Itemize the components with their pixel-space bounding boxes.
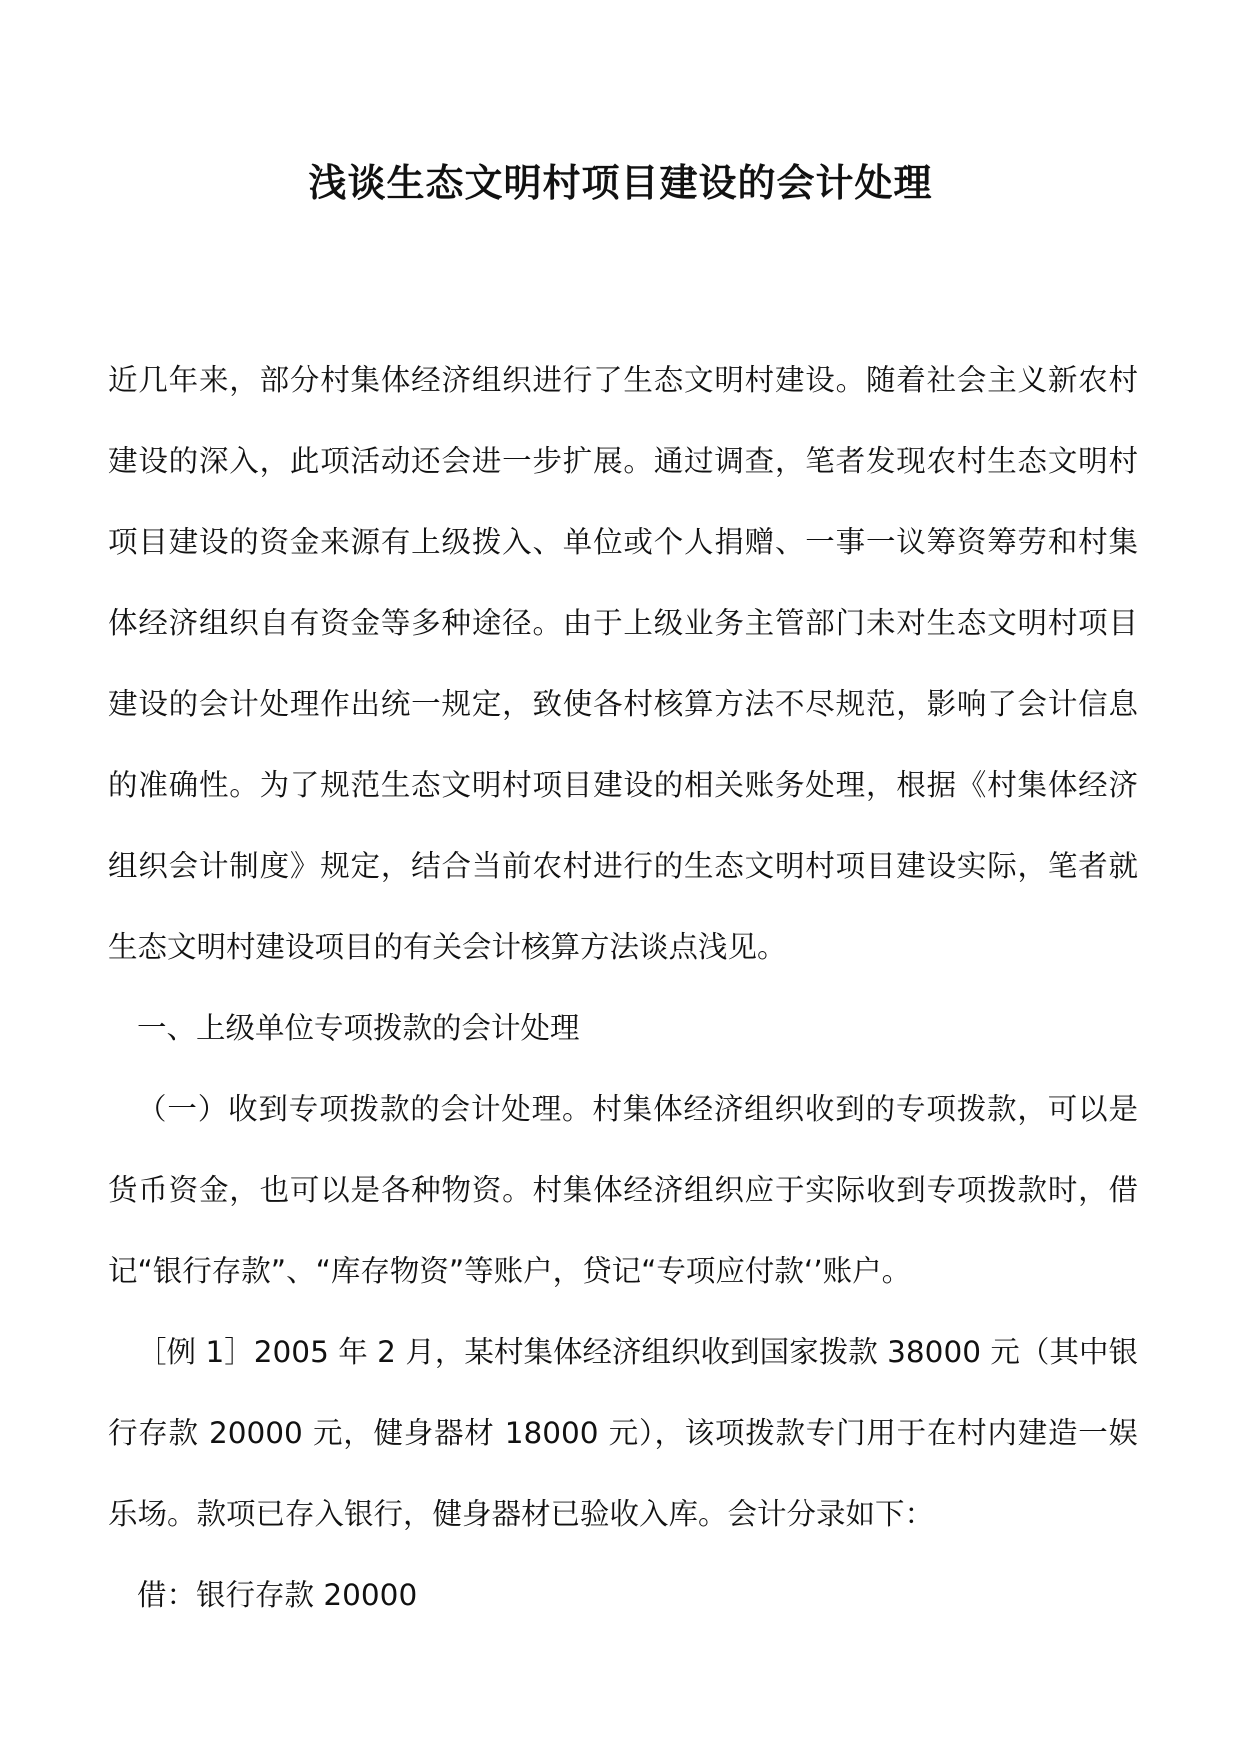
example-paragraph-1: ［例 1］2005 年 2 月，某村集体经济组织收到国家拨款 38000 元（其中银行存款 20000 元，健身器材 18000 元），该项拨款专门用于在村内建造一娱乐场。款项已存入银行，健身器材已验收入库。会计分录如下：	[108, 1335, 1138, 1531]
document-title: 浅谈生态文明村项目建设的会计处理	[308, 160, 933, 205]
subsection-paragraph-1: （一）收到专项拨款的会计处理。村集体经济组织收到的专项拨款，可以是货币资金，也可以是各种物资。村集体经济组织应于实际收到专项拨款时，借记“银行存款”、“库存物资”等账户，贷记“专项应付款‘’账户。	[108, 1092, 1138, 1288]
document-body	[108, 340, 1138, 1636]
intro-paragraph: 近几年来，部分村集体经济组织进行了生态文明村建设。随着社会主义新农村建设的深入，此项活动还会进一步扩展。通过调查，笔者发现农村生态文明村项目建设的资金来源有上级拨入、单位或个人捐赠、一事一议筹资筹劳和村集体经济组织自有资金等多种途径。由于上级业务主管部门未对生态文明村项目建设的会计处理作出统一规定，致使各村核算方法不尽规范，影响了会计信息的准确性。为了规范生态文明村项目建设的相关账务处理，根据《村集体经济组织会计制度》规定，结合当前农村进行的生态文明村项目建设实际，笔者就生态文明村建设项目的有关会计核算方法谈点浅见。	[108, 363, 1138, 964]
journal-entry-debit: 借：银行存款 20000	[137, 1578, 418, 1612]
section-heading-1: 一、上级单位专项拨款的会计处理	[137, 1011, 580, 1045]
